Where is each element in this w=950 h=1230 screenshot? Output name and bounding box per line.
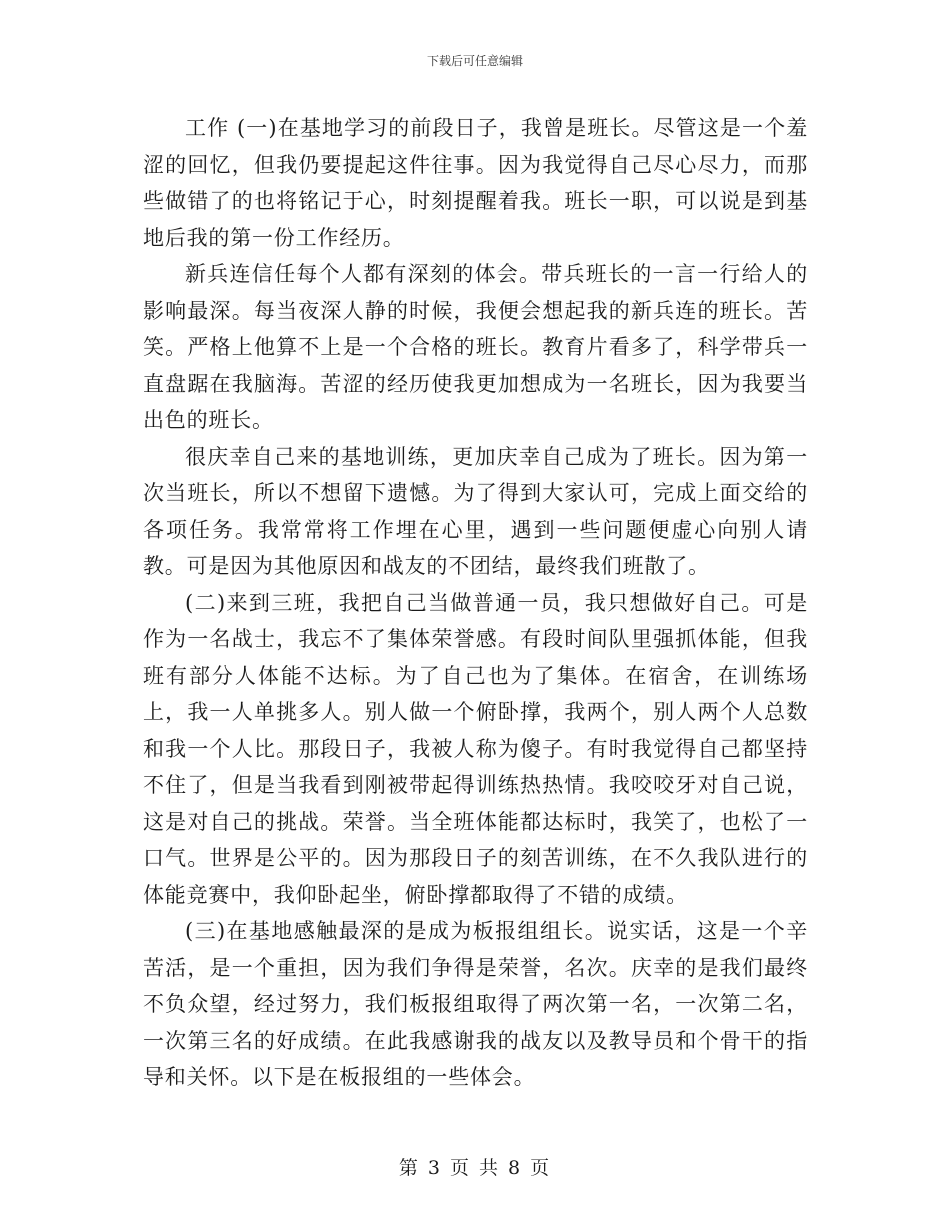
paragraph-4: (二)来到三班，我把自己当做普通一员，我只想做好自己。可是作为一名战士，我忘不了集体荣誉感。有段时间队里强抓体能，但我班有部分人体能不达标。为了自己也为了集体。在宿舍，在训练场上，我一人单挑多人。别人做一个俯卧撑，我两个，别人两个人总数和我一个人比。那段日子，我被人称为傻子。有时我觉得自己都坚持不住了，但是当我看到刚被带起得训练热热情。我咬咬牙对自己说，这是对自己的挑战。荣誉。当全班体能都达标时，我笑了，也松了一口气。世界是公平的。因为那段日子的刻苦训练，在不久我队进行的体能竞赛中，我仰卧起坐，俯卧撑都取得了不错的成绩。 [143, 590, 808, 907]
document-body [143, 110, 808, 1096]
paragraph-3: 很庆幸自己来的基地训练，更加庆幸自己成为了班长。因为第一次当班长，所以不想留下遗憾。为了得到大家认可，完成上面交给的各项任务。我常常将工作埋在心里，遇到一些问题便虚心向别人请教。可是因为其他原因和战友的不团结，最终我们班散了。 [143, 444, 808, 578]
paragraph-5: (三)在基地感触最深的是成为板报组组长。说实话，这是一个辛苦活，是一个重担，因为我们争得是荣誉，名次。庆幸的是我们最终不负众望，经过努力，我们板报组取得了两次第一名，一次第二名，一次第三名的好成绩。在此我感谢我的战友以及教导员和个骨干的指导和关怀。以下是在板报组的一些体会。 [143, 919, 808, 1089]
paragraph-2: 新兵连信任每个人都有深刻的体会。带兵班长的一言一行给人的影响最深。每当夜深人静的时候，我便会想起我的新兵连的班长。苦笑。严格上他算不上是一个合格的班长。教育片看多了，科学带兵一直盘踞在我脑海。苦涩的经历使我更加想成为一名班长，因为我要当出色的班长。 [143, 262, 808, 432]
page-number: 第 3 页 共 8 页 [398, 1157, 552, 1179]
page-header-note: 下载后可任意编辑 [426, 54, 523, 68]
paragraph-1: 工作 (一)在基地学习的前段日子，我曾是班长。尽管这是一个羞涩的回忆，但我仍要提起这件往事。因为我觉得自己尽心尽力，而那些做错了的也将铭记于心，时刻提醒着我。班长一职，可以说是到基地后我的第一份工作经历。 [143, 116, 808, 250]
